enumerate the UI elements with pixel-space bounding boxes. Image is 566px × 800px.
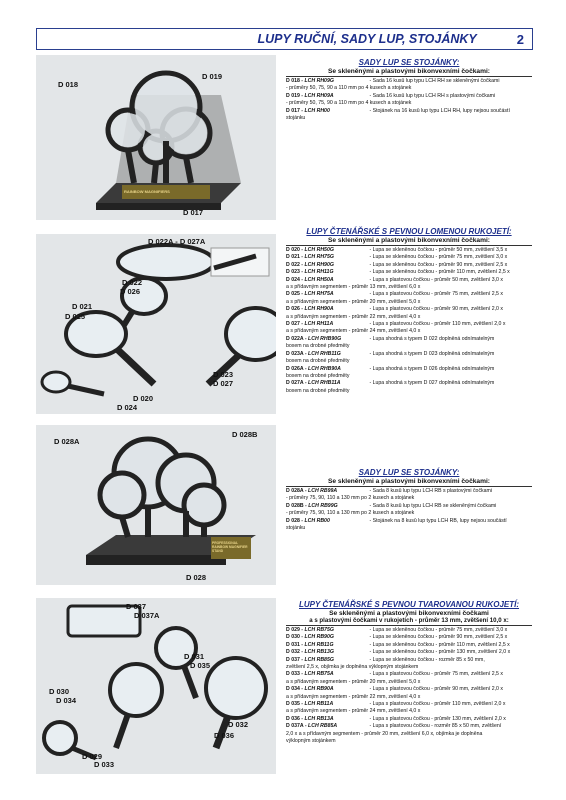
product-code <box>286 306 368 313</box>
product-code <box>286 488 368 495</box>
product-description: - Stojánek na 8 kusů lup typu LCH RB, lupy nejsou součástí <box>369 517 507 524</box>
product-code <box>286 686 368 693</box>
product-code-suffix: - LCH RB11A <box>301 701 334 708</box>
product-code-number: D 034 <box>286 686 300 693</box>
photo-label-d018: D 018 <box>58 80 79 89</box>
product-code <box>286 723 368 730</box>
photo-label-d024: D 024 <box>117 403 138 412</box>
product-description-continued: - průměry 50, 75, 90 a 110 mm po 4 kusech a stojánek <box>286 100 412 107</box>
product-description-continued: a s přídavným segmentem - průměr 22 mm, zvětšení 4,0 x <box>286 693 421 700</box>
product-description: - Lupa s plastovou čočkou - průměr 130 mm, zvětšení 2,0 x <box>369 715 506 722</box>
section-title: SADY LUP SE STOJÁNKY: <box>358 58 460 67</box>
section-subtitle: Se skleněnými a plastovými bikonvexními čočkami <box>329 610 489 617</box>
product-line <box>286 93 532 100</box>
product-description: - Lupa se skleněnou čočkou - průměr 90 mm, zvětšení 2,5 x <box>369 634 508 641</box>
product-code-suffix: - LCH RB13G <box>301 649 334 656</box>
product-code-number: D 027A <box>286 380 304 387</box>
product-code-suffix: - LCH RH50A <box>301 276 334 283</box>
product-line <box>286 649 532 656</box>
photo-label-d036: D 036 <box>214 731 235 740</box>
product-photo-rb-magnifiers <box>36 598 276 774</box>
product-code-suffix: - LCH RH11G <box>301 269 334 276</box>
photo-label-d034: D 034 <box>56 696 77 705</box>
product-line <box>286 78 532 85</box>
product-line <box>286 351 532 358</box>
section-stand-sets-rb <box>286 468 532 532</box>
rh-magnifiers-illustration <box>36 234 276 414</box>
photo-label-d028a: D 028A <box>54 437 80 446</box>
product-description: - Lupa shodná s typem D 022 doplněná odnímatelným <box>369 335 495 342</box>
product-code <box>286 701 368 708</box>
photo-label-d035: D 035 <box>190 661 211 670</box>
product-description: - Lupa s plastovou čočkou - průměr 110 mm, zvětšení 2,0 x <box>369 321 506 328</box>
section-title: LUPY ČTENÁŘSKÉ S PEVNOU LOMENOU RUKOJETÍ: <box>306 227 512 236</box>
photo-label-d023: D 023 <box>213 370 234 379</box>
product-code-number: D 029 <box>286 627 300 633</box>
product-description: - Lupa shodná s typem D 027 doplněná odnímatelným <box>369 380 495 387</box>
section-title: LUPY ČTENÁŘSKÉ S PEVNOU TVAROVANOU RUKOJETÍ: <box>298 600 520 609</box>
product-code-number: D 028B <box>286 502 304 509</box>
product-description: - Sada 8 kusů lup typu LCH RB se skleněnými čočkami <box>369 502 497 509</box>
product-code-suffix: - LCH RH09A <box>301 92 334 99</box>
product-code <box>286 254 368 261</box>
product-code-number: D 018 <box>286 78 300 84</box>
product-code <box>286 649 368 656</box>
stand-box-label: RAINBOW MAGNIFIERS <box>124 189 170 194</box>
product-description: - Lupa se skleněnou čočkou - průměr 130 mm, zvětšení 2,0 x <box>369 649 511 656</box>
product-code <box>286 657 368 664</box>
product-description-continued: - průměry 75, 90, 110 a 130 mm po 2 kusech a stojánek <box>286 510 415 517</box>
product-code-suffix: - LCH RB75G <box>301 627 334 633</box>
product-description-continued: stojánku <box>286 115 306 122</box>
product-line <box>286 108 532 115</box>
product-code-number: D 036 <box>286 715 300 722</box>
product-code <box>286 351 368 358</box>
rb-magnifiers-illustration <box>36 598 276 774</box>
product-code-number: D 028A <box>286 488 304 494</box>
product-code-number: D 033 <box>286 671 300 678</box>
product-description: - Lupa shodná s typem D 026 doplněná odnímatelným <box>369 365 495 372</box>
product-description-continued: zvětšení 2,5 x, objímka je doplněna výklopným stojánkem <box>286 664 419 671</box>
product-line <box>286 277 532 284</box>
page-number: 2 <box>516 31 524 47</box>
product-description: - Lupa se skleněnou čočkou - průměr 75 mm, zvětšení 3,0 x <box>369 627 508 633</box>
section-subtitle: Se skleněnými a plastovými bikonvexními čočkami: <box>328 68 490 75</box>
product-line <box>286 291 532 298</box>
product-description: - Lupa s plastovou čočkou - průměr 50 mm, zvětšení 3,0 x <box>369 276 503 283</box>
photo-label-d028: D 028 <box>186 573 207 582</box>
product-line <box>286 518 532 525</box>
photo-label-d031: D 031 <box>184 652 205 661</box>
product-code <box>286 262 368 269</box>
product-code-suffix: - LCH RB75A <box>301 671 334 678</box>
product-code-suffix: - LCH RB11G <box>301 641 334 648</box>
product-line <box>286 671 532 678</box>
page-title: LUPY RUČNÍ, SADY LUP, STOJÁNKY <box>257 32 477 46</box>
product-code-suffix: - LCH RHB11A <box>304 380 341 387</box>
product-description: - Stojánek na 16 kusů lup typu LCH RH, lupy nejsou součástí <box>369 107 510 114</box>
product-description: - Lupa shodná s typem D 023 doplněná odnímatelným <box>369 350 495 357</box>
product-line <box>286 686 532 693</box>
photo-label-d022: D 022 <box>122 278 143 287</box>
product-code-number: D 037A <box>286 723 304 730</box>
product-code <box>286 671 368 678</box>
product-description: - Lupa s plastovou čočkou - průměr 75 mm, zvětšení 2,5 x <box>369 671 503 678</box>
product-code <box>286 503 368 510</box>
product-line <box>286 269 532 276</box>
product-line <box>286 716 532 723</box>
photo-label-d017: D 017 <box>183 208 204 217</box>
product-code <box>286 93 368 100</box>
product-code-number: D 025 <box>286 291 300 298</box>
product-code <box>286 336 368 343</box>
product-code <box>286 321 368 328</box>
photo-label-d019: D 019 <box>202 72 223 81</box>
product-code-suffix: - LCH RB90A <box>301 686 334 693</box>
product-code-number: D 031 <box>286 641 300 648</box>
product-description: - Lupa se skleněnou čočkou - průměr 110 mm, zvětšení 2,5 x <box>369 641 510 648</box>
section-reading-magnifiers-rh <box>286 227 532 395</box>
product-description-continued: a s přídavným segmentem - průměr 13 mm, zvětšení 6,0 x <box>286 284 421 291</box>
product-description: - Lupa se skleněnou čočkou - průměr 110 mm, zvětšení 2,5 x <box>369 269 510 276</box>
product-code <box>286 108 368 115</box>
product-code-suffix: - LCH RB85G <box>301 656 334 663</box>
product-line <box>286 723 532 730</box>
product-code <box>286 78 368 85</box>
stand-box-label-2: PROFESSIONAL RAINBOW MAGNIFIER STAND <box>212 541 248 553</box>
product-code-suffix: - LCH RB13A <box>301 715 334 722</box>
product-code-number: D 022A <box>286 335 304 342</box>
product-code-suffix: - LCH RH00 <box>301 107 330 114</box>
photo-label-d032: D 032 <box>228 720 249 729</box>
product-code-suffix: - LCH RB00 <box>301 517 330 524</box>
product-description-continued: a s přídavným segmentem - průměr 22 mm, zvětšení 4,0 x <box>286 313 421 320</box>
product-code <box>286 277 368 284</box>
product-description: - Sada 8 kusů lup typu LCH RB s plastovými čočkami <box>369 488 492 494</box>
product-code <box>286 634 368 641</box>
page-header <box>36 28 533 50</box>
product-description: - Lupa s plastovou čočkou - rozměr 85 x 50 mm, zvětšení <box>369 723 502 730</box>
product-code-suffix: - LCH RB99A <box>304 488 338 494</box>
product-photo-rh-magnifiers <box>36 234 276 414</box>
product-description: - Lupa se skleněnou čočkou - průměr 50 mm, zvětšení 3,5 x <box>369 247 508 253</box>
product-code-number: D 022 <box>286 261 300 268</box>
product-code-number: D 023 <box>286 269 300 276</box>
photo-label-d026: D 026 <box>120 287 141 296</box>
product-code-number: D 020 <box>286 247 300 253</box>
stand-set-rb-illustration <box>36 425 276 585</box>
section-subtitle: Se skleněnými a plastovými bikonvexními čočkami: <box>328 478 490 485</box>
product-line <box>286 488 532 495</box>
photo-label-d021: D 021 <box>72 302 93 311</box>
product-code-suffix: - LCH RH11A <box>301 321 334 328</box>
photo-label-d022a-d027a: D 022A - D 027A <box>148 237 206 246</box>
product-photo-stand-set-rb <box>36 425 276 585</box>
product-code-number: D 037 <box>286 656 300 663</box>
photo-label-d037a: D 037A <box>134 611 160 620</box>
product-code-number: D 030 <box>286 634 300 641</box>
photo-label-d030: D 030 <box>49 687 70 696</box>
product-description-continued: boxem na drobné předměty <box>286 343 350 350</box>
product-description: - Lupa se skleněnou čočkou - průměr 75 mm, zvětšení 3,0 x <box>369 254 508 261</box>
product-description: - Lupa s plastovou čočkou - průměr 75 mm, zvětšení 2,5 x <box>369 291 503 298</box>
product-code-number: D 028 <box>286 517 300 524</box>
product-code-suffix: - LCH RB85A <box>304 723 338 730</box>
product-code-suffix: - LCH RB90G <box>301 634 334 641</box>
product-code <box>286 291 368 298</box>
product-description-continued: stojánku <box>286 525 306 532</box>
product-code <box>286 518 368 525</box>
product-description-continued: a s přídavným segmentem - průměr 24 mm, zvětšení 4,0 x <box>286 328 421 335</box>
product-code-suffix: - LCH RH75G <box>301 254 334 261</box>
product-description-continued: a s přídavným segmentem - průměr 24 mm, zvětšení 4,0 x <box>286 708 421 715</box>
product-code-number: D 035 <box>286 701 300 708</box>
product-code-suffix: - LCH RH09G <box>301 78 334 84</box>
product-code <box>286 627 368 634</box>
product-line <box>286 657 532 664</box>
photo-label-d033: D 033 <box>94 760 115 769</box>
section-divider <box>286 245 532 246</box>
product-line <box>286 306 532 313</box>
product-description: - Lupa se skleněnou čočkou - průměr 90 mm, zvětšení 2,5 x <box>369 261 508 268</box>
product-code-number: D 024 <box>286 276 300 283</box>
product-description-continued: a s přídavným segmentem - průměr 20 mm, zvětšení 5,0 x <box>286 298 421 305</box>
product-code-suffix: - LCH RHB90G <box>304 335 342 342</box>
product-code <box>286 247 368 254</box>
product-line <box>286 642 532 649</box>
product-code-suffix: - LCH RH90A <box>301 306 334 313</box>
photo-label-d027: D 027 <box>213 379 234 388</box>
product-line <box>286 247 532 254</box>
product-code <box>286 716 368 723</box>
section-subtitle: Se skleněnými a plastovými bikonvexními čočkami: <box>328 237 490 244</box>
product-description-continued: - průměry 50, 75, 90 a 110 mm po 4 kusech a stojánek <box>286 85 412 92</box>
product-line <box>286 366 532 373</box>
product-code <box>286 380 368 387</box>
product-description: - Sada 16 kusů lup typu LCH RH s plastovými čočkami <box>369 92 496 99</box>
product-description-continued: 2,0 x a s přídavným segmentem - průměr 20 mm, zvětšení 6,0 x, objímka je doplněna <box>286 730 483 737</box>
photo-label-d028b: D 028B <box>232 430 258 439</box>
product-code-suffix: - LCH RHB11G <box>304 350 341 357</box>
product-line <box>286 380 532 387</box>
product-code <box>286 269 368 276</box>
photo-label-d029: D 029 <box>82 752 103 761</box>
photo-label-d037: D 037 <box>126 602 147 611</box>
product-code-suffix: - LCH RH75A <box>301 291 334 298</box>
product-code-number: D 027 <box>286 321 300 328</box>
section-subtitle-2: a s plastovými čočkami v rukojetích - průměr 13 mm, zvětšení 10,0 x: <box>309 617 509 624</box>
product-description: - Lupa se skleněnou čočkou - rozměr 85 x 50 mm, <box>369 656 485 663</box>
section-reading-magnifiers-rb <box>286 600 532 746</box>
product-description-continued: a s přídavným segmentem - průměr 20 mm, zvětšení 5,0 x <box>286 678 421 685</box>
photo-label-d020: D 020 <box>133 394 154 403</box>
product-code-number: D 023A <box>286 350 304 357</box>
product-description: - Lupa s plastovou čočkou - průměr 110 mm, zvětšení 2,0 x <box>369 701 506 708</box>
product-description: - Sada 16 kusů lup typu LCH RH se skleněnými čočkami <box>369 78 500 84</box>
product-code-number: D 026 <box>286 306 300 313</box>
product-line <box>286 336 532 343</box>
section-divider <box>286 76 532 77</box>
product-code-suffix: - LCH RH90G <box>301 261 334 268</box>
section-divider <box>286 625 532 626</box>
section-divider <box>286 486 532 487</box>
photo-label-d025: D 025 <box>65 312 86 321</box>
product-code <box>286 366 368 373</box>
product-code-number: D 017 <box>286 107 300 114</box>
product-line <box>286 321 532 328</box>
product-line <box>286 262 532 269</box>
product-description-continued: boxem na drobné předměty <box>286 387 350 394</box>
product-code-suffix: - LCH RHB90A <box>304 365 341 372</box>
product-line <box>286 701 532 708</box>
product-code-number: D 032 <box>286 649 300 656</box>
product-code-number: D 019 <box>286 92 300 99</box>
product-description-continued: boxem na drobné předměty <box>286 372 350 379</box>
product-line <box>286 634 532 641</box>
product-code-number: D 026A <box>286 365 304 372</box>
product-code-suffix: - LCH RH50G <box>301 247 334 253</box>
product-code-number: D 021 <box>286 254 300 261</box>
product-line <box>286 254 532 261</box>
section-title: SADY LUP SE STOJÁNKY: <box>358 468 460 477</box>
product-description-continued: - průměry 75, 90, 110 a 130 mm po 2 kusech a stojánek <box>286 495 415 502</box>
product-line <box>286 627 532 634</box>
product-description-continued: výklopným stojánkem <box>286 738 336 745</box>
product-line <box>286 503 532 510</box>
product-description: - Lupa s plastovou čočkou - průměr 90 mm, zvětšení 2,0 x <box>369 686 503 693</box>
product-code-suffix: - LCH RB99G <box>305 502 338 509</box>
product-code <box>286 642 368 649</box>
product-description: - Lupa s plastovou čočkou - průměr 90 mm, zvětšení 2,0 x <box>369 306 503 313</box>
product-description-continued: boxem na drobné předměty <box>286 358 350 365</box>
section-stand-sets-rh <box>286 58 532 122</box>
